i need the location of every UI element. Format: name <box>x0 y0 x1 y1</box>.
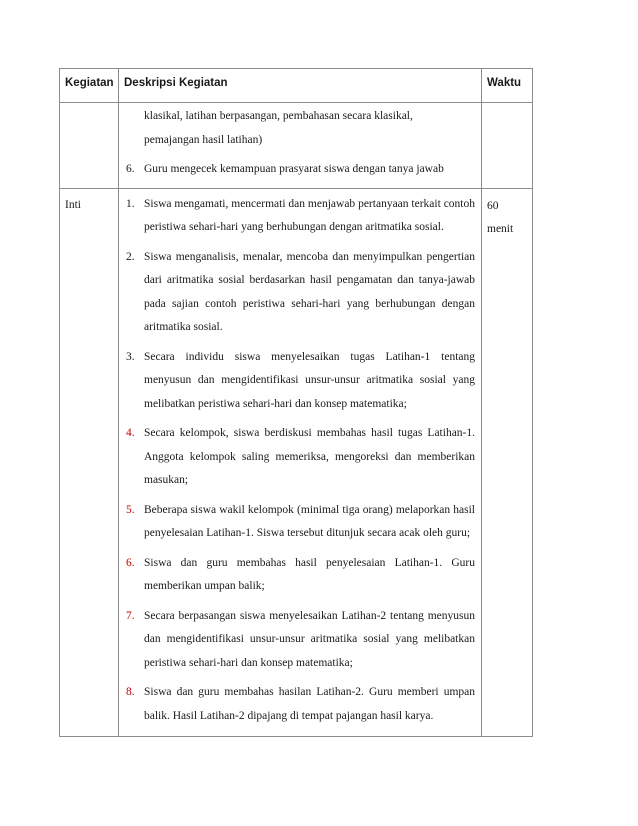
cell-deskripsi-inti <box>119 188 482 737</box>
continued-line: klasikal, latihan berpasangan, pembahasan secara klasikal, <box>144 110 413 122</box>
table-row-inti <box>60 188 533 737</box>
list-item-text: Siswa mengamati, mencermati dan menjawab pertanyaan terkait contoh peristiwa sehari-hari yang berhubungan dengan aritmatika sosial. <box>144 197 475 233</box>
cell-deskripsi-continuation <box>119 103 482 189</box>
list-item-number: 6. <box>126 163 135 175</box>
list-item <box>119 422 481 493</box>
waktu-value: 60 <box>487 199 499 212</box>
list-item-number: 4. <box>126 427 135 439</box>
list-item-text: Secara kelompok, siswa berdiskusi membahas hasil tugas Latihan-1. Anggota kelompok saling memeriksa, mengoreksi dan memberikan masukan; <box>144 427 475 486</box>
header-cell-deskripsi <box>119 69 482 103</box>
list-item-number: 1. <box>126 197 135 210</box>
table-header-row <box>60 69 533 103</box>
list-item <box>119 605 481 676</box>
list-item-text: Beberapa siswa wakil kelompok (minimal tiga orang) melaporkan hasil penyelesaian Latihan-1. Siswa tersebut ditunjuk secara acak oleh guru; <box>144 503 475 539</box>
list-item-text: Secara berpasangan siswa menyelesaikan Latihan-2 tentang menyusun dan mengidentifikasi unsur-unsur aritmatika sosial yang melibatkan peristiwa sehari-hari dan konsep matematika; <box>144 609 475 669</box>
activity-table <box>59 68 533 737</box>
table-row-continuation <box>60 103 533 189</box>
list-item-text: Siswa menganalisis, menalar, mencoba dan menyimpulkan pengertian dari aritmatika sosial berdasarkan hasil pengamatan dan tanya-jawab pada sajian contoh peristiwa sehari-hari yang berhubungan dengan aritmatika sosial. <box>144 250 475 333</box>
header-kegiatan: Kegiatan <box>65 77 114 89</box>
header-deskripsi: Deskripsi Kegiatan <box>124 77 228 89</box>
list-item-number: 7. <box>126 609 135 622</box>
cell-waktu-continuation <box>482 103 533 189</box>
list-item-number: 3. <box>126 350 135 363</box>
list-item-text: Siswa dan guru membahas hasilan Latihan-2. Guru memberi umpan balik. Hasil Latihan-2 dipajang di tempat pajangan hasil karya. <box>144 686 475 722</box>
cell-kegiatan-continuation <box>60 103 119 189</box>
list-item <box>119 346 481 417</box>
list-item-text: Guru mengecek kemampuan prasyarat siswa dengan tanya jawab <box>144 163 444 175</box>
list-item-text: Secara individu siswa menyelesaikan tugas Latihan-1 tentang menyusun dan mengidentifikasi unsur-unsur aritmatika sosial yang melibatkan peristiwa sehari-hari dan konsep matematika; <box>144 350 475 410</box>
list-item <box>119 246 481 340</box>
cell-waktu-inti <box>482 188 533 737</box>
list-item-number: 8. <box>126 686 135 698</box>
waktu-unit: menit <box>487 223 514 235</box>
header-cell-kegiatan <box>60 69 119 103</box>
cell-kegiatan-inti: Inti <box>60 188 119 737</box>
list-item-number: 6. <box>126 556 135 569</box>
list-item <box>119 681 481 728</box>
list-item-number: 5. <box>126 503 135 516</box>
header-cell-waktu <box>482 69 533 103</box>
list-item <box>119 499 481 546</box>
header-waktu: Waktu <box>487 77 522 89</box>
list-item-text: Siswa dan guru membahas hasil penyelesaian Latihan-1. Guru memberikan umpan balik; <box>144 556 475 592</box>
continued-line: pemajangan hasil latihan) <box>144 133 263 146</box>
list-item <box>119 158 481 182</box>
list-item-number: 2. <box>126 250 135 263</box>
list-item <box>119 552 481 599</box>
list-item <box>119 193 481 240</box>
